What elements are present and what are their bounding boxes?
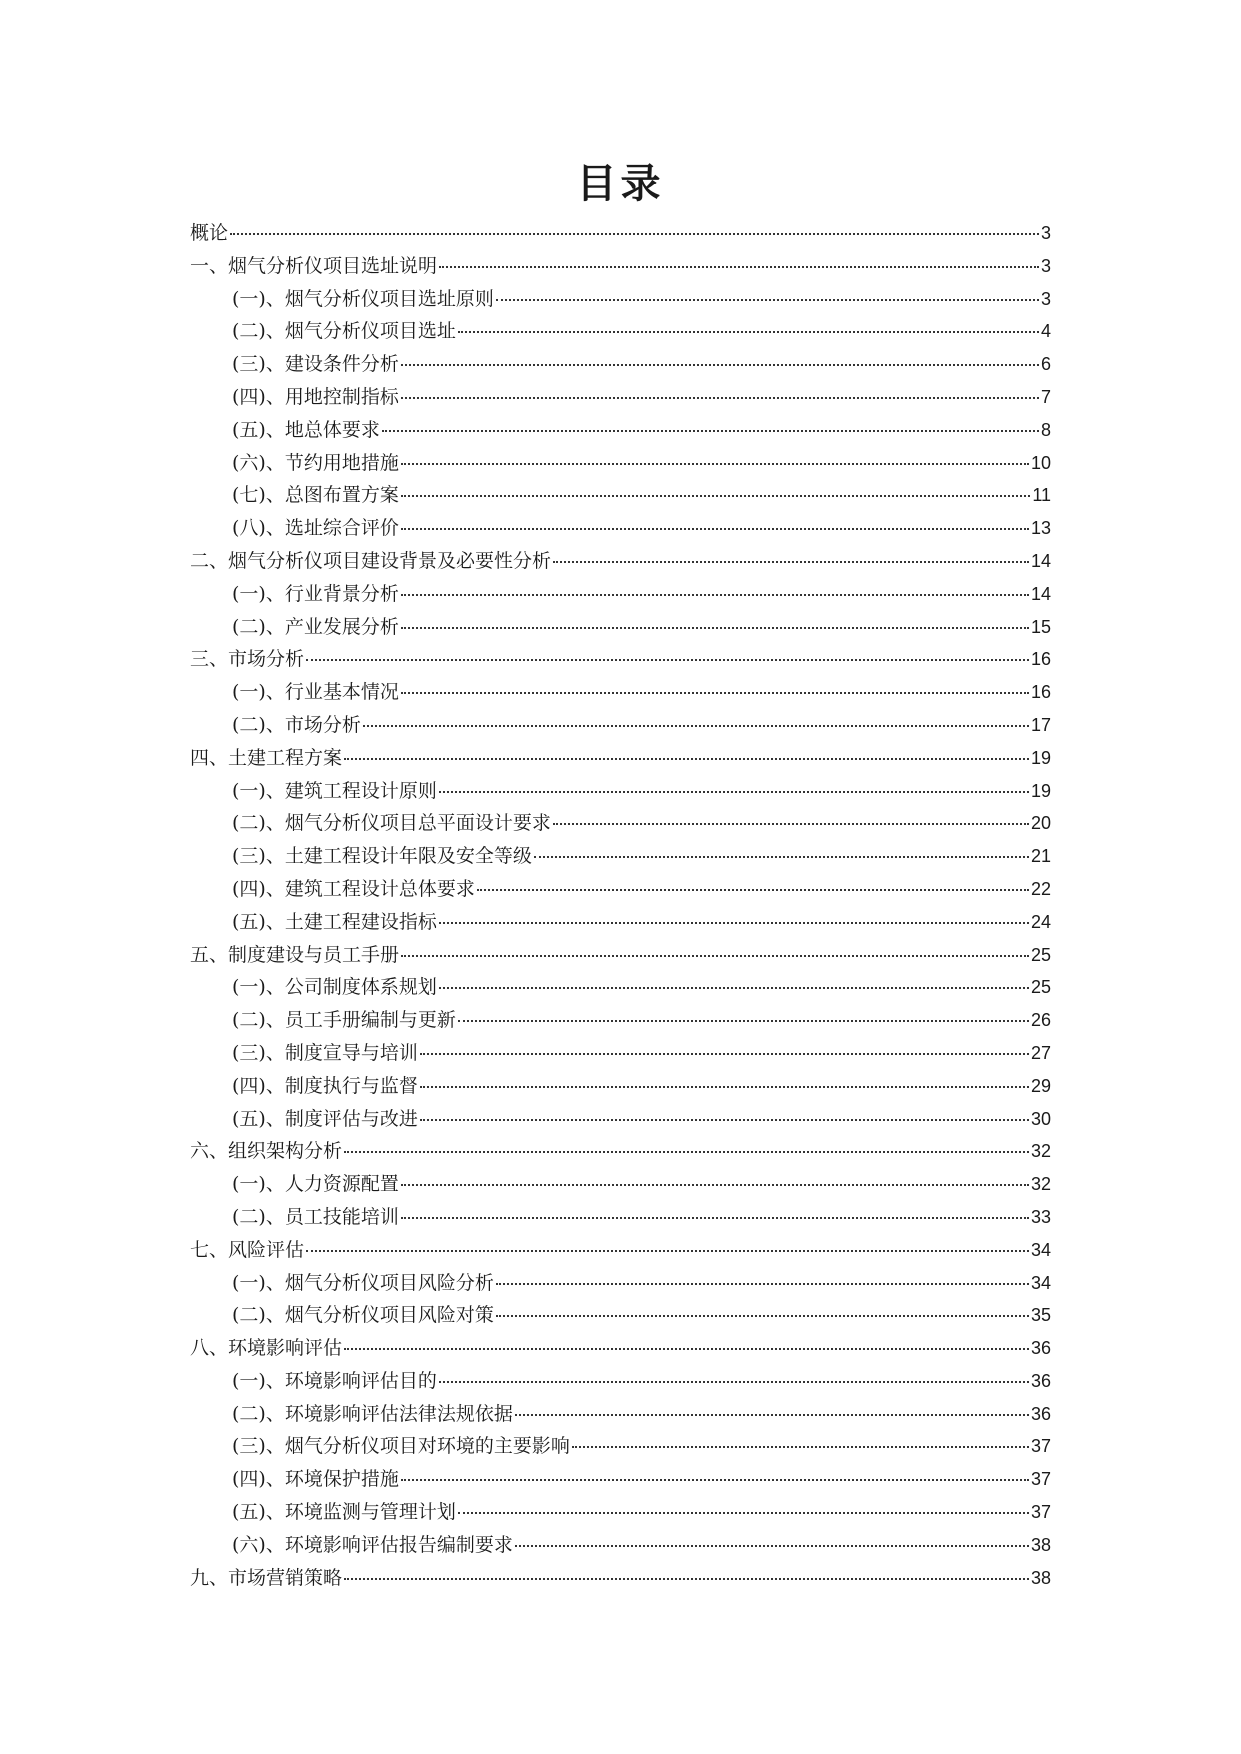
toc-subentry[interactable] bbox=[190, 612, 1051, 645]
toc-page-number: 27 bbox=[1030, 1042, 1051, 1063]
toc-page-number: 16 bbox=[1030, 649, 1051, 670]
toc-page-number: 34 bbox=[1030, 1239, 1051, 1260]
dot-leader bbox=[363, 725, 1029, 727]
toc-subentry[interactable] bbox=[190, 415, 1051, 448]
toc-entry-label: (四)、用地控制指标 bbox=[232, 385, 399, 408]
toc-page-number: 16 bbox=[1030, 682, 1051, 703]
toc-entry-label: (八)、选址综合评价 bbox=[232, 517, 399, 540]
toc-entry[interactable] bbox=[190, 1235, 1051, 1268]
dot-leader bbox=[344, 1348, 1029, 1350]
toc-page-number: 38 bbox=[1030, 1534, 1051, 1555]
dot-leader bbox=[534, 856, 1029, 858]
toc-entry[interactable] bbox=[190, 218, 1051, 251]
toc-page-number: 6 bbox=[1040, 354, 1051, 375]
dot-leader bbox=[401, 463, 1029, 465]
toc-subentry[interactable] bbox=[190, 1268, 1051, 1301]
dot-leader bbox=[344, 1151, 1029, 1153]
dot-leader bbox=[439, 987, 1029, 989]
toc-entry[interactable] bbox=[190, 743, 1051, 776]
toc-entry-label: (三)、建设条件分析 bbox=[232, 353, 399, 376]
toc-page-number: 25 bbox=[1030, 977, 1051, 998]
toc-entry-label: (五)、地总体要求 bbox=[232, 418, 380, 441]
toc-page-number: 29 bbox=[1030, 1075, 1051, 1096]
toc-entry-label: (二)、环境影响评估法律法规依据 bbox=[232, 1402, 513, 1425]
toc-entry-label: (二)、烟气分析仪项目总平面设计要求 bbox=[232, 812, 551, 835]
toc-page-number: 3 bbox=[1040, 223, 1051, 243]
toc-subentry[interactable] bbox=[190, 579, 1051, 612]
toc-entry-label: 九、市场营销策略 bbox=[190, 1566, 343, 1589]
toc-page-number: 10 bbox=[1030, 452, 1051, 473]
toc-entry-label: (四)、建筑工程设计总体要求 bbox=[232, 877, 475, 900]
toc-page-number: 26 bbox=[1030, 1010, 1051, 1031]
toc-page-number: 17 bbox=[1030, 714, 1051, 735]
toc-entry-label: 概论 bbox=[190, 222, 229, 244]
toc-subentry[interactable] bbox=[190, 1464, 1051, 1497]
toc-subentry[interactable] bbox=[190, 1431, 1051, 1464]
dot-leader bbox=[515, 1414, 1029, 1416]
dot-leader bbox=[515, 1545, 1029, 1547]
toc-subentry[interactable] bbox=[190, 841, 1051, 874]
toc-entry-label: (二)、员工手册编制与更新 bbox=[232, 1009, 456, 1032]
toc-subentry[interactable] bbox=[190, 513, 1051, 546]
toc-subentry[interactable] bbox=[190, 1530, 1051, 1563]
dot-leader bbox=[439, 266, 1039, 268]
table-of-contents bbox=[190, 218, 1051, 1595]
toc-subentry[interactable] bbox=[190, 972, 1051, 1005]
dot-leader bbox=[401, 955, 1029, 957]
toc-page-number: 19 bbox=[1030, 747, 1051, 768]
toc-entry-label: (四)、环境保护措施 bbox=[232, 1468, 399, 1491]
toc-page-number: 8 bbox=[1040, 419, 1051, 440]
toc-entry[interactable] bbox=[190, 940, 1051, 973]
toc-entry-label: (四)、制度执行与监督 bbox=[232, 1074, 418, 1097]
toc-subentry[interactable] bbox=[190, 1366, 1051, 1399]
toc-entry[interactable] bbox=[190, 644, 1051, 677]
page-title: 目录 bbox=[576, 161, 665, 207]
dot-leader bbox=[477, 889, 1029, 891]
toc-entry-label: (三)、土建工程设计年限及安全等级 bbox=[232, 845, 532, 868]
toc-subentry[interactable] bbox=[190, 1169, 1051, 1202]
toc-page-number: 25 bbox=[1030, 944, 1051, 965]
toc-subentry[interactable] bbox=[190, 284, 1051, 317]
dot-leader bbox=[401, 364, 1039, 366]
toc-entry-label: (一)、环境影响评估目的 bbox=[232, 1369, 437, 1392]
dot-leader bbox=[496, 1315, 1029, 1317]
toc-page-number: 22 bbox=[1030, 878, 1051, 899]
toc-subentry[interactable] bbox=[190, 1497, 1051, 1530]
dot-leader bbox=[306, 659, 1029, 661]
toc-entry[interactable] bbox=[190, 1333, 1051, 1366]
toc-page-number: 15 bbox=[1030, 616, 1051, 637]
dot-leader bbox=[401, 692, 1029, 694]
dot-leader bbox=[382, 430, 1039, 432]
dot-leader bbox=[401, 594, 1029, 596]
toc-page-number: 36 bbox=[1030, 1370, 1051, 1391]
toc-entry[interactable] bbox=[190, 1563, 1051, 1596]
toc-page-number: 36 bbox=[1030, 1338, 1051, 1359]
toc-page-number: 3 bbox=[1040, 255, 1051, 276]
dot-leader bbox=[458, 1512, 1029, 1514]
toc-page-number: 30 bbox=[1030, 1108, 1051, 1129]
toc-page-number: 35 bbox=[1030, 1305, 1051, 1326]
toc-entry-label: (五)、土建工程建设指标 bbox=[232, 910, 437, 933]
dot-leader bbox=[553, 561, 1029, 563]
toc-page-number: 14 bbox=[1030, 550, 1051, 571]
toc-page-number: 24 bbox=[1030, 911, 1051, 932]
dot-leader bbox=[306, 1250, 1029, 1252]
dot-leader bbox=[458, 1020, 1029, 1022]
toc-page-number: 37 bbox=[1030, 1469, 1051, 1490]
dot-leader bbox=[401, 495, 1030, 497]
toc-entry-label: (一)、建筑工程设计原则 bbox=[232, 779, 437, 802]
toc-entry-label: (五)、环境监测与管理计划 bbox=[232, 1501, 456, 1524]
toc-page-number: 33 bbox=[1030, 1206, 1051, 1227]
toc-entry-label: (二)、员工技能培训 bbox=[232, 1205, 399, 1228]
dot-leader bbox=[458, 331, 1039, 333]
toc-page-number: 13 bbox=[1030, 518, 1051, 539]
toc-subentry[interactable] bbox=[190, 382, 1051, 415]
toc-entry[interactable] bbox=[190, 546, 1051, 579]
toc-entry-label: (二)、市场分析 bbox=[232, 713, 361, 736]
toc-page-number: 37 bbox=[1030, 1436, 1051, 1457]
toc-entry-label: (二)、烟气分析仪项目风险对策 bbox=[232, 1304, 494, 1327]
toc-subentry[interactable] bbox=[190, 1104, 1051, 1137]
toc-entry-label: (七)、总图布置方案 bbox=[232, 484, 399, 507]
dot-leader bbox=[553, 823, 1029, 825]
toc-page-number: 19 bbox=[1030, 780, 1051, 801]
toc-page-number: 32 bbox=[1030, 1141, 1051, 1162]
toc-subentry[interactable] bbox=[190, 448, 1051, 481]
dot-leader bbox=[572, 1446, 1029, 1448]
toc-page-number: 36 bbox=[1030, 1403, 1051, 1424]
toc-page-number: 4 bbox=[1040, 321, 1051, 342]
toc-page-number: 3 bbox=[1040, 288, 1051, 309]
dot-leader bbox=[439, 922, 1029, 924]
dot-leader bbox=[344, 758, 1029, 760]
toc-subentry[interactable] bbox=[190, 907, 1051, 940]
toc-entry-label: (三)、烟气分析仪项目对环境的主要影响 bbox=[232, 1435, 570, 1458]
toc-entry-label: (二)、产业发展分析 bbox=[232, 615, 399, 638]
toc-entry-label: (一)、人力资源配置 bbox=[232, 1173, 399, 1196]
toc-entry-label: (三)、制度宣导与培训 bbox=[232, 1041, 418, 1064]
toc-subentry[interactable] bbox=[190, 1399, 1051, 1432]
toc-subentry[interactable] bbox=[190, 480, 1051, 513]
toc-subentry[interactable] bbox=[190, 677, 1051, 710]
dot-leader bbox=[401, 1184, 1029, 1186]
toc-subentry[interactable] bbox=[190, 316, 1051, 349]
toc-entry[interactable] bbox=[190, 251, 1051, 284]
toc-entry-label: 二、烟气分析仪项目建设背景及必要性分析 bbox=[190, 549, 552, 572]
toc-entry-label: (六)、节约用地措施 bbox=[232, 451, 399, 474]
toc-entry-label: (一)、烟气分析仪项目选址原则 bbox=[232, 287, 494, 310]
dot-leader bbox=[420, 1086, 1029, 1088]
toc-entry-label: 五、制度建设与员工手册 bbox=[190, 943, 400, 966]
toc-entry-label: (二)、烟气分析仪项目选址 bbox=[232, 320, 456, 343]
toc-page-number: 14 bbox=[1030, 583, 1051, 604]
toc-entry[interactable] bbox=[190, 1136, 1051, 1169]
dot-leader bbox=[230, 233, 1039, 235]
toc-entry-label: (一)、行业背景分析 bbox=[232, 582, 399, 605]
toc-page-number: 37 bbox=[1030, 1502, 1051, 1523]
dot-leader bbox=[496, 299, 1039, 301]
toc-subentry[interactable] bbox=[190, 710, 1051, 743]
toc-subentry[interactable] bbox=[190, 1005, 1051, 1038]
toc-entry-label: (一)、行业基本情况 bbox=[232, 681, 399, 704]
toc-page-number: 11 bbox=[1032, 485, 1051, 506]
toc-subentry[interactable] bbox=[190, 1202, 1051, 1235]
dot-leader bbox=[401, 1217, 1029, 1219]
toc-entry-label: 七、风险评估 bbox=[190, 1238, 305, 1261]
dot-leader bbox=[401, 627, 1029, 629]
toc-subentry[interactable] bbox=[190, 1038, 1051, 1071]
toc-entry-label: (六)、环境影响评估报告编制要求 bbox=[232, 1533, 513, 1556]
toc-subentry[interactable] bbox=[190, 808, 1051, 841]
dot-leader bbox=[439, 1381, 1029, 1383]
toc-page-number: 32 bbox=[1030, 1174, 1051, 1195]
toc-page-number: 7 bbox=[1040, 386, 1051, 407]
toc-page-number: 34 bbox=[1030, 1272, 1051, 1293]
toc-entry-label: 三、市场分析 bbox=[190, 648, 305, 671]
toc-page-number: 21 bbox=[1030, 846, 1051, 867]
toc-subentry[interactable] bbox=[190, 1300, 1051, 1333]
toc-entry-label: (五)、制度评估与改进 bbox=[232, 1107, 418, 1130]
dot-leader bbox=[496, 1283, 1029, 1285]
toc-subentry[interactable] bbox=[190, 349, 1051, 382]
toc-subentry[interactable] bbox=[190, 776, 1051, 809]
dot-leader bbox=[401, 397, 1039, 399]
toc-page-number: 38 bbox=[1030, 1567, 1051, 1588]
toc-entry-label: 一、烟气分析仪项目选址说明 bbox=[190, 254, 438, 277]
toc-subentry[interactable] bbox=[190, 874, 1051, 907]
toc-entry-label: (一)、公司制度体系规划 bbox=[232, 976, 437, 999]
dot-leader bbox=[439, 791, 1029, 793]
toc-entry-label: (一)、烟气分析仪项目风险分析 bbox=[232, 1271, 494, 1294]
dot-leader bbox=[401, 1479, 1029, 1481]
dot-leader bbox=[420, 1053, 1029, 1055]
toc-subentry[interactable] bbox=[190, 1071, 1051, 1104]
dot-leader bbox=[344, 1578, 1029, 1580]
toc-entry-label: 八、环境影响评估 bbox=[190, 1337, 343, 1360]
toc-entry-label: 四、土建工程方案 bbox=[190, 746, 343, 769]
dot-leader bbox=[420, 1119, 1029, 1121]
toc-entry-label: 六、组织架构分析 bbox=[190, 1140, 343, 1163]
dot-leader bbox=[401, 528, 1029, 530]
toc-page-number: 20 bbox=[1030, 813, 1051, 834]
